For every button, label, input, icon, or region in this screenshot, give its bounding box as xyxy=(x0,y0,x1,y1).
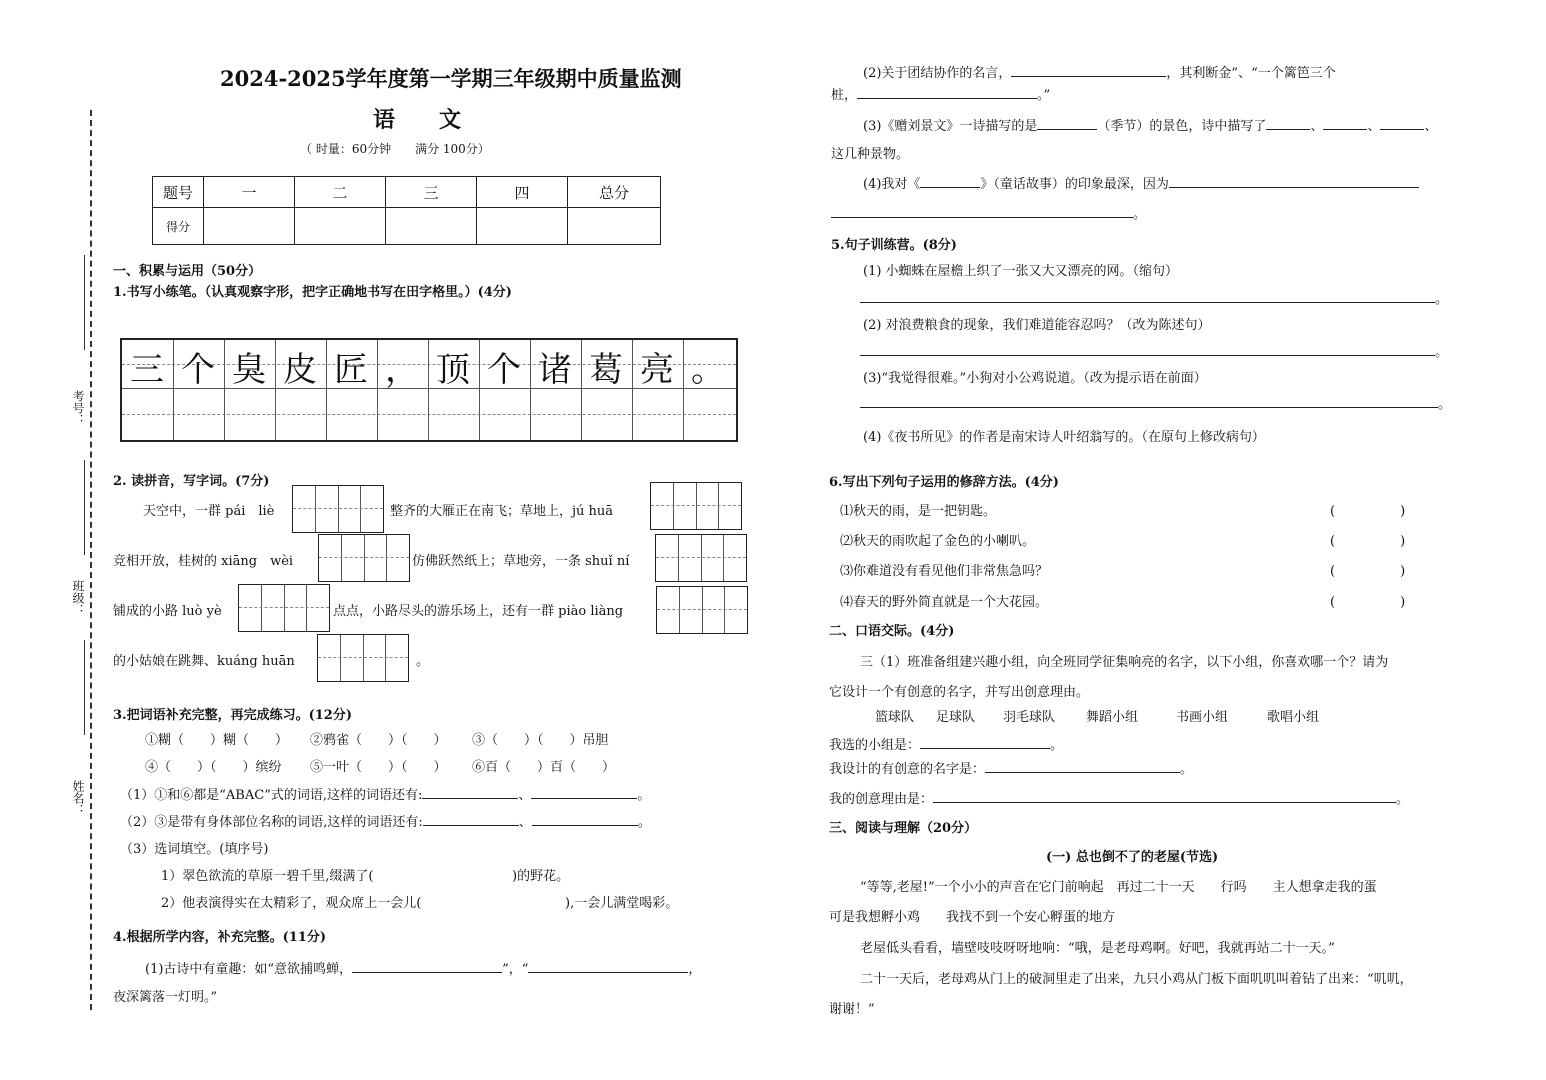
answer-line[interactable] xyxy=(532,812,638,826)
q2-line1-a: 天空中，一群 pái liè xyxy=(143,504,275,519)
period: 。 xyxy=(1050,738,1064,753)
q2-line4-a: 的小姑娘在跳舞、kuáng huān xyxy=(113,654,295,669)
answer-line[interactable] xyxy=(352,959,502,973)
answer-line[interactable] xyxy=(860,289,1435,303)
answer-line[interactable] xyxy=(1037,116,1097,130)
q3-sub3: （3）选词填空。(填序号) xyxy=(120,842,269,857)
score-cell[interactable] xyxy=(477,208,568,245)
q4-2c: 桩， xyxy=(831,88,858,103)
q3-sub3-1a: 1）翠色欲流的草原一碧千里,缀满了( xyxy=(161,869,374,884)
group-4: 舞蹈小组 xyxy=(1086,710,1139,725)
period: 。 xyxy=(1438,397,1452,412)
q3-sub1: （1）①和⑥都是“ABAC”式的词语,这样的词语还有: 、 。 xyxy=(120,784,650,803)
score-header: 总分 xyxy=(568,177,661,208)
answer-line[interactable] xyxy=(531,785,637,799)
answer-line[interactable] xyxy=(422,785,518,799)
q4-2 xyxy=(863,62,1336,81)
q6-paren-1[interactable]: ( ) xyxy=(1330,504,1406,519)
subject-title: 语 文 xyxy=(373,107,462,133)
group-6: 歌唱小组 xyxy=(1267,710,1320,725)
answer-line[interactable] xyxy=(860,342,1435,356)
answer-line[interactable] xyxy=(933,789,1396,803)
q4-3a: (3)《赠刘景文》一诗描写的是 xyxy=(863,119,1038,134)
reading-para1b: 可是我想孵小鸡 我找不到一个安心孵蛋的地方 xyxy=(829,910,1116,925)
grid-char: 三 xyxy=(130,350,164,390)
score-header: 四 xyxy=(477,177,568,208)
q4-3d: 这几种景物。 xyxy=(831,147,910,162)
section-2-heading: 二、口语交际。(4分) xyxy=(829,624,955,639)
sec2-answer-1 xyxy=(829,734,1063,753)
grid-char: 顶 xyxy=(436,350,470,390)
name-line-2 xyxy=(84,460,85,555)
q3-item-2: ②鸦雀（ ）（ ） xyxy=(310,733,447,748)
group-5: 书画小组 xyxy=(1176,710,1229,725)
tianzige-grid[interactable] xyxy=(120,338,738,442)
q6-item-4: ⑷春天的野外简直就是一个大花园。 xyxy=(840,595,1049,610)
sec2-a1: 我选的小组是： xyxy=(829,738,921,753)
q4-4-line2 xyxy=(831,203,1146,222)
q4-1 xyxy=(145,958,701,977)
q3-sub3-2b: ),一会儿满堂喝彩。 xyxy=(565,896,679,911)
answer-box-luoye[interactable] xyxy=(238,584,330,632)
reading-para3a: 二十一天后，老母鸡从门上的破洞里走了出来，九只小鸡从门板下面叽叽叫着钻了出来：“叽叽， xyxy=(860,972,1413,987)
name-line-3 xyxy=(84,640,85,735)
q6-item-1: ⑴秋天的雨，是一把钥匙。 xyxy=(840,504,997,519)
q3-item-4: ④（ ）（ ）缤纷 xyxy=(145,760,282,775)
reading-para3b: 谢谢！” xyxy=(829,1002,875,1017)
period: 。 xyxy=(1435,345,1449,360)
sec2-answer-3 xyxy=(829,788,1409,807)
q4-3 xyxy=(863,115,1437,134)
grid-char: 亮 xyxy=(640,350,674,390)
score-header: 题号 xyxy=(153,177,204,208)
q6-heading: 6.写出下列句子运用的修辞方法。(4分) xyxy=(829,475,1059,490)
name-line-1 xyxy=(84,255,85,350)
q2-heading: 2. 读拼音，写字词。(7分) xyxy=(113,474,270,489)
q4-1c: ， xyxy=(688,962,702,977)
grid-char: 臭 xyxy=(232,350,266,390)
answer-line[interactable] xyxy=(1380,116,1424,130)
answer-box-xiangwei[interactable] xyxy=(318,534,410,582)
q5-2: (2) 对浪费粮食的现象，我们难道能容忍吗？（改为陈述句） xyxy=(863,318,1211,333)
group-3: 羽毛球队 xyxy=(1003,710,1056,725)
q4-4 xyxy=(863,173,1419,192)
q3-sub3-2a: 2）他表演得实在太精彩了，观众席上一会儿( xyxy=(161,896,422,911)
answer-box-shuini[interactable] xyxy=(655,534,747,582)
q3-sub2-text: （2）③是带有身体部位名称的词语,这样的词语还有: xyxy=(120,815,423,830)
score-header: 三 xyxy=(386,177,477,208)
q4-2-line2 xyxy=(831,84,1050,103)
q4-1a: (1)古诗中有童趣：如“意欲捕鸣蝉， xyxy=(145,962,353,977)
q2-line4-b: 。 xyxy=(416,654,430,669)
grid-char: 葛 xyxy=(589,350,623,390)
time-info: （ 时量：60分钟 满分 100分） xyxy=(300,142,490,156)
period: 。 xyxy=(1396,792,1410,807)
q4-4b: 》（童话故事）的印象最深，因为 xyxy=(980,177,1169,192)
grid-char: 匠 xyxy=(334,350,368,390)
q5-heading: 5.句子训练营。(8分) xyxy=(831,238,957,253)
reading-para2: 老屋低头看看，墙壁吱吱呀呀地响：“哦，是老母鸡啊。好吧，我就再站二十一天。” xyxy=(860,941,1335,956)
period: 。 xyxy=(1435,292,1449,307)
answer-line[interactable] xyxy=(920,174,980,188)
q4-2a: (2)关于团结协作的名言， xyxy=(863,66,1012,81)
section-1-heading: 一、积累与运用（50分） xyxy=(113,264,262,279)
q4-1d: 夜深篱落一灯明。” xyxy=(113,990,218,1005)
q4-2d: 。” xyxy=(1037,88,1051,103)
score-header: 二 xyxy=(295,177,386,208)
q4-3b: （季节）的景色，诗中描写了 xyxy=(1097,119,1267,134)
q6-item-3: ⑶你难道没有看见他们非常焦急吗？ xyxy=(840,564,1049,579)
grid-char: 诸 xyxy=(538,350,572,390)
answer-line[interactable] xyxy=(1323,116,1367,130)
q3-item-6: ⑥百（ ）百（ ） xyxy=(472,760,616,775)
class-label: 班级： xyxy=(71,580,85,616)
q1-heading: 1.书写小练笔。（认真观察字形，把字正确地书写在田字格里。）(4分) xyxy=(113,285,512,300)
sec2-a3: 我的创意理由是： xyxy=(829,792,934,807)
q6-paren-2[interactable]: ( ) xyxy=(1330,534,1406,549)
q5-4: (4)《夜书所见》的作者是南宋诗人叶绍翁写的。（在原句上修改病句） xyxy=(863,430,1265,445)
binding-line xyxy=(90,110,92,1010)
answer-line[interactable] xyxy=(423,812,519,826)
q3-heading: 3.把词语补充完整，再完成练习。(12分) xyxy=(113,708,352,723)
answer-line[interactable] xyxy=(1266,116,1310,130)
q4-heading: 4.根据所学内容，补充完整。(11分) xyxy=(113,930,326,945)
q2-line2-b: 仿佛跃然纸上；草地旁，一条 shuǐ ní xyxy=(412,554,630,569)
q3-sub1-text: （1）①和⑥都是“ABAC”式的词语,这样的词语还有: xyxy=(120,788,423,803)
q4-3c2: 、 xyxy=(1367,119,1381,134)
score-cell[interactable] xyxy=(295,208,386,245)
group-2: 足球队 xyxy=(936,710,976,725)
name-label: 姓名： xyxy=(71,780,85,816)
q2-line3-b: 点点，小路尽头的游乐场上，还有一群 piào liàng xyxy=(333,604,624,619)
answer-line[interactable] xyxy=(860,394,1438,408)
sec2-answer-2 xyxy=(829,758,1193,777)
score-cell[interactable] xyxy=(204,208,295,245)
grid-char: 个 xyxy=(181,350,215,390)
q3-item-1: ①糊（ ）糊（ ） xyxy=(145,733,289,748)
answer-line[interactable] xyxy=(1011,63,1166,77)
q6-paren-3[interactable]: ( ) xyxy=(1330,564,1406,579)
q4-4a: (4)我对《 xyxy=(863,177,921,192)
answer-box-piaoliang[interactable] xyxy=(656,586,748,634)
q3-item-5: ⑤一叶（ ）（ ） xyxy=(310,760,447,775)
q2-line1-b: 整齐的大雁正在南飞；草地上，jú huā xyxy=(390,504,614,519)
q2-line2-a: 竞相开放，桂树的 xiāng wèi xyxy=(113,554,294,569)
q6-item-2: ⑵秋天的雨吹起了金色的小喇叭。 xyxy=(840,534,1036,549)
q3-sub2: （2）③是带有身体部位名称的词语,这样的词语还有: 、 。 xyxy=(120,811,651,830)
grid-char: 。 xyxy=(691,350,725,390)
score-header: 一 xyxy=(204,177,295,208)
answer-line[interactable] xyxy=(831,204,1133,218)
q3-item-3: ③（ ）（ ）吊胆 xyxy=(472,733,609,748)
q6-paren-4[interactable]: ( ) xyxy=(1330,595,1406,610)
exam-title: 2024-2025学年度第一学期三年级期中质量监测 xyxy=(220,66,682,91)
answer-box-pailie[interactable] xyxy=(292,485,384,533)
q3-sub3-1b: )的野花。 xyxy=(512,869,570,884)
reading-para1a: “等等,老屋!”一个小小的声音在它门前响起 再过二十一天 行吗 主人想拿走我的蛋 xyxy=(860,880,1377,895)
q4-1b: ”，“ xyxy=(502,962,529,977)
q4-3c3: 、 xyxy=(1424,119,1438,134)
period: 。 xyxy=(1180,762,1194,777)
q4-3c: 、 xyxy=(1310,119,1324,134)
q5-1: (1) 小蜘蛛在屋檐上织了一张又大又漂亮的网。（缩句） xyxy=(863,264,1179,279)
score-table xyxy=(152,176,661,245)
answer-box-juhua[interactable] xyxy=(650,482,742,530)
grid-char: 个 xyxy=(487,350,521,390)
answer-line[interactable] xyxy=(1169,174,1419,188)
q5-3-answer xyxy=(860,393,1451,412)
reading-title: (一) 总也倒不了的老屋(节选) xyxy=(1046,850,1219,865)
section-3-heading: 三、阅读与理解（20分） xyxy=(829,821,978,836)
answer-line[interactable] xyxy=(528,959,688,973)
answer-line[interactable] xyxy=(857,85,1037,99)
grid-char: ， xyxy=(385,350,419,390)
score-row-label: 得分 xyxy=(153,208,204,245)
q2-line3-a: 铺成的小路 luò yè xyxy=(113,604,222,619)
q5-1-answer xyxy=(860,288,1448,307)
answer-line[interactable] xyxy=(920,735,1050,749)
score-cell[interactable] xyxy=(386,208,477,245)
sec2-a2: 我设计的有创意的名字是： xyxy=(829,762,986,777)
q4-2b: ，其利断金”、“一个篱笆三个 xyxy=(1166,66,1336,81)
group-1: 篮球队 xyxy=(875,710,915,725)
answer-line[interactable] xyxy=(985,759,1180,773)
grid-char: 皮 xyxy=(283,350,317,390)
q5-2-answer xyxy=(860,341,1448,360)
q5-3: (3)“我觉得很难。”小狗对小公鸡说道。（改为提示语在前面） xyxy=(863,371,1207,386)
answer-box-kuanghuan[interactable] xyxy=(317,634,409,682)
sec2-para2: 它设计一个有创意的名字，并写出创意理由。 xyxy=(829,685,1090,700)
sec2-para1: 三（1）班准备组建兴趣小组，向全班同学征集响亮的名字，以下小组，你喜欢哪一个？请为 xyxy=(860,655,1389,670)
exam-number-label: 考号： xyxy=(71,390,85,426)
q4-4c: 。 xyxy=(1133,207,1147,222)
score-cell[interactable] xyxy=(568,208,661,245)
